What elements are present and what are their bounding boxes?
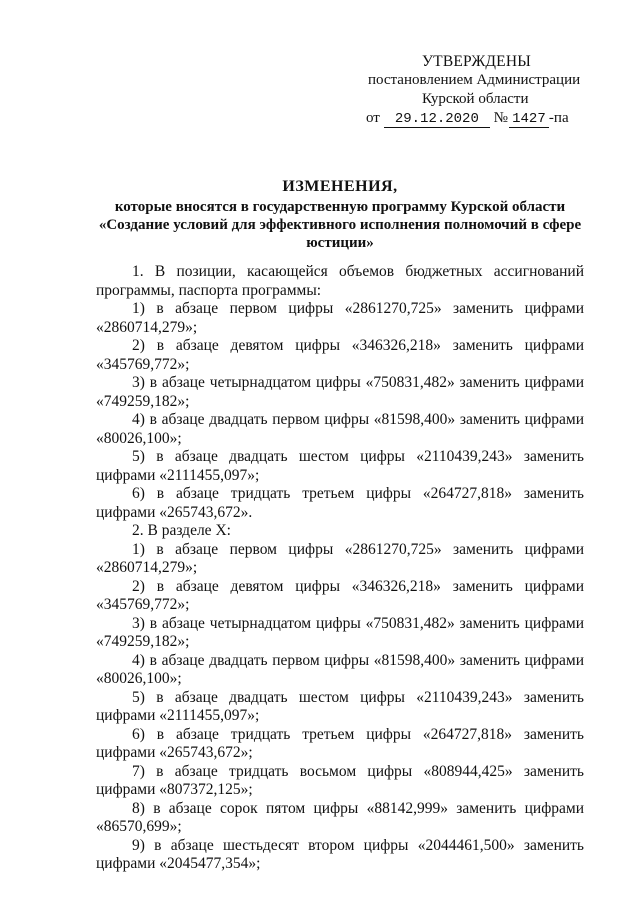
paragraph: 1) в абзаце первом цифры «2861270,725» заменить цифрами «2860714,279»; [96,540,584,576]
paragraph: 6) в абзаце тридцать третьем цифры «264727,818» заменить цифрами «265743,672»; [96,725,584,761]
paragraph: 7) в абзаце тридцать восьмом цифры «808944,425» заменить цифрами «807372,125»; [96,762,584,798]
paragraph: 2) в абзаце девятом цифры «346326,218» заменить цифрами «345769,772»; [96,337,584,373]
number-prefix: № [493,110,508,126]
paragraph: 1) в абзаце первом цифры «2861270,725» заменить цифрами «2860714,279»; [96,300,584,336]
document-title: ИЗМЕНЕНИЯ, [282,178,398,195]
paragraph: 2) в абзаце девятом цифры «346326,218» заменить цифрами «345769,772»; [96,577,584,613]
document-body [96,263,584,874]
document-heading [92,178,588,252]
date-prefix: от [366,110,380,126]
approval-number: 1427 [509,111,549,128]
approval-region: Курской области [422,91,529,107]
paragraph: 5) в абзаце двадцать шестом цифры «2110439,243» заменить цифрами «2111455,097»; [96,448,584,484]
paragraph: 8) в абзаце сорок пятом цифры «88142,999» заменить цифрами «86570,699»; [96,799,584,835]
approval-issuer: постановлением Администрации [368,72,581,88]
paragraph: 3) в абзаце четырнадцатом цифры «750831,482» заменить цифрами «749259,182»; [96,374,584,410]
paragraph: 1. В позиции, касающейся объемов бюджетных ассигнований программы, паспорта программы: [96,263,584,299]
approval-stamp [366,52,586,128]
document-subtitle: которые вносятся в государственную программу Курской области «Создание условий для эффективного исполнения полномочий в сфере юстиции» [98,199,582,251]
approval-date-line [366,109,586,128]
paragraph: 9) в абзаце шестьдесят втором цифры «2044461,500» заменить цифрами «2045477,354»; [96,836,584,872]
paragraph: 4) в абзаце двадцать первом цифры «81598,400» заменить цифрами «80026,100»; [96,651,584,687]
approval-title: УТВЕРЖДЕНЫ [422,53,531,70]
approval-date: 29.12.2020 [384,111,490,128]
paragraph: 6) в абзаце тридцать третьем цифры «264727,818» заменить цифрами «265743,672». [96,485,584,521]
paragraph: 5) в абзаце двадцать шестом цифры «2110439,243» заменить цифрами «2111455,097»; [96,688,584,724]
paragraph: 2. В разделе X: [132,522,231,539]
paragraph: 3) в абзаце четырнадцатом цифры «750831,482» заменить цифрами «749259,182»; [96,614,584,650]
number-suffix: -па [548,110,569,126]
paragraph: 4) в абзаце двадцать первом цифры «81598,400» заменить цифрами «80026,100»; [96,411,584,447]
